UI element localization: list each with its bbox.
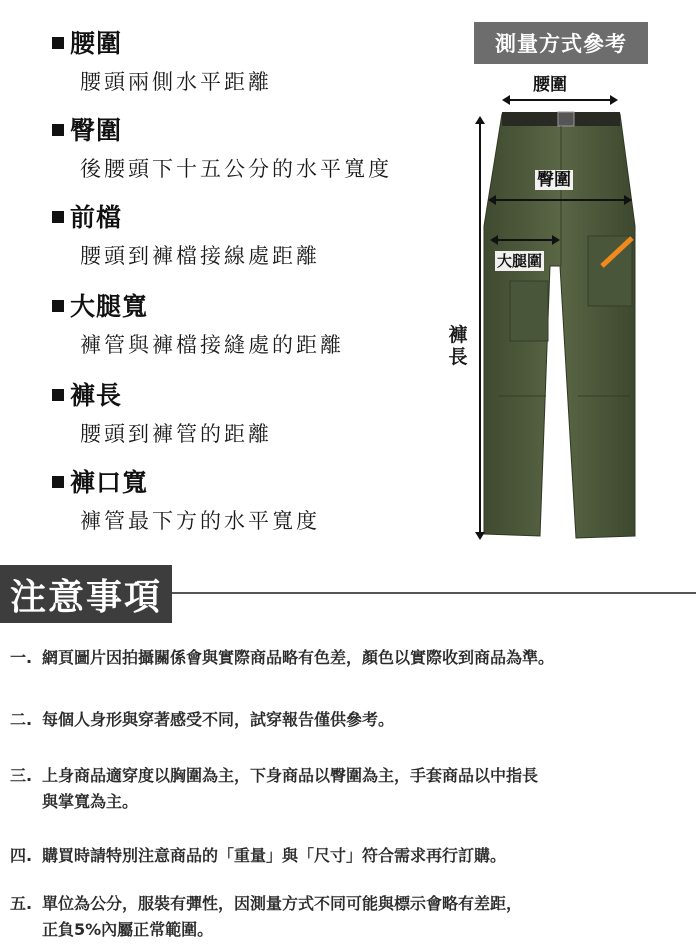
pants-diagram [440,66,660,546]
divider [172,592,696,594]
square-bullet-icon [52,476,64,488]
measure-desc: 腰頭到褲檔接線處距離 [80,244,320,268]
square-bullet-icon [52,389,64,401]
pants-illustration [440,66,660,546]
item-text: 上身商品適穿度以胸圍為主，下身商品以臀圍為主，手套商品以中指長 與掌寬為主。 [42,766,539,811]
notice-title-banner: 注意事項 [0,565,172,623]
item-number: 三. [10,766,33,785]
thigh-label: 大腿圍 [497,252,543,270]
measure-title: 褲口寬 [70,468,149,497]
measure-title: 大腿寬 [70,292,149,321]
measure-waist [52,24,272,96]
square-bullet-icon [52,37,64,49]
measure-title: 腰圍 [70,29,123,58]
measure-hip [52,111,392,183]
square-bullet-icon [52,211,64,223]
measure-title: 臀圍 [70,116,123,145]
measure-length [52,376,272,448]
item-number: 四. [10,846,33,865]
list-item [10,645,690,707]
list-item [10,707,690,757]
item-text: 網頁圖片因拍攝關係會與實際商品略有色差，顏色以實際收到商品為準。 [42,648,555,667]
list-item [10,891,690,947]
measure-desc: 腰頭兩側水平距離 [80,70,272,94]
measure-rise [52,198,320,270]
measure-reference-badge: 測量方式參考 [474,22,648,64]
square-bullet-icon [52,300,64,312]
item-text: 購買時請特別注意商品的「重量」與「尺寸」符合需求再行訂購。 [42,846,507,865]
measure-desc: 腰頭到褲管的距離 [80,422,272,446]
square-bullet-icon [52,124,64,136]
waist-label: 腰圍 [533,75,567,95]
list-item [10,839,690,891]
measure-desc: 後腰頭下十五公分的水平寬度 [80,157,392,181]
notice-list [10,645,690,947]
item-text: 每個人身形與穿著感受不同，試穿報告僅供參考。 [42,710,395,729]
measure-desc: 褲管最下方的水平寬度 [80,509,320,533]
item-number: 二. [10,710,33,729]
hip-label: 臀圍 [537,170,571,190]
item-text: 單位為公分，服裝有彈性，因測量方式不同可能與標示會略有差距， 正負5%內屬正常範圍。 [42,894,523,939]
item-number: 一. [10,648,33,667]
measure-title: 褲長 [70,381,123,410]
length-label: 褲長 [448,324,468,368]
measure-title: 前檔 [70,203,123,232]
measure-desc: 褲管與褲檔接縫處的距離 [80,333,344,357]
list-item [10,757,690,839]
measure-thigh [52,287,344,359]
item-number: 五. [10,894,33,913]
measure-hem [52,463,320,535]
